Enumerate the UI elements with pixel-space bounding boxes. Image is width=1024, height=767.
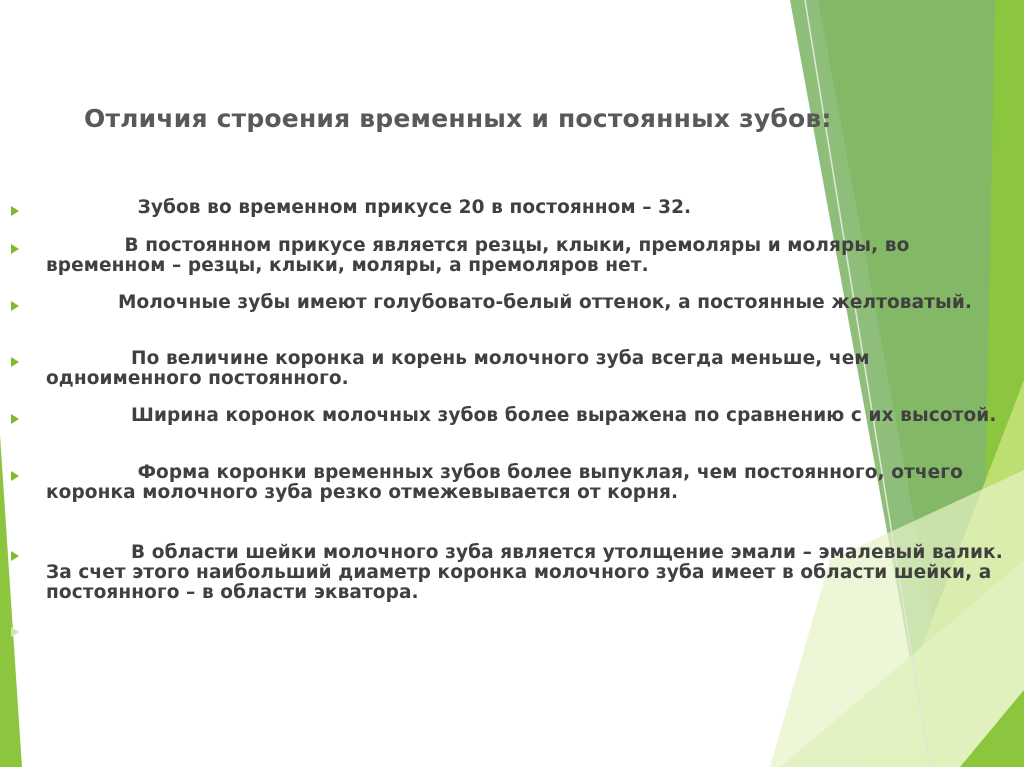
triangle-bullet-icon [11,471,19,481]
bullet-text: В области шейки молочного зуба является утолщение эмали – эмалевый валик. За счет этого наибольший диаметр коронка молочного зуба имеет в области шейки, а постоянного – в области экватора. [46,542,1010,603]
bullet-text: Зубов во временном прикусе 20 в постоянном – 32. [46,197,692,218]
bullet-text: Молочные зубы имеют голубовато-белый оттенок, а постоянные желтоватый. [46,292,973,313]
bullet-text: По величине коронка и корень молочного зуба всегда меньше, чем одноименного постоянного. [46,348,877,389]
triangle-bullet-icon [11,244,19,254]
triangle-bullet-icon [11,551,19,561]
triangle-bullet-icon [11,206,19,216]
triangle-bullet-icon [11,301,19,311]
empty-bullet-icon [11,627,19,637]
bullet-text: Форма коронки временных зубов более выпуклая, чем постоянного, отчего коронка молочного зуба резко отмежевывается от корня. [46,462,970,503]
slide-title: Отличия строения временных и постоянных зубов: [84,104,832,133]
bullet-text: Ширина коронок молочных зубов более выражена по сравнению с их высотой. [46,405,997,426]
triangle-bullet-icon [11,357,19,367]
bullet-text: В постоянном прикусе является резцы, клыки, премоляры и моляры, во временном – резцы, клыки, моляры, а премоляров нет. [46,235,916,276]
triangle-bullet-icon [11,414,19,424]
